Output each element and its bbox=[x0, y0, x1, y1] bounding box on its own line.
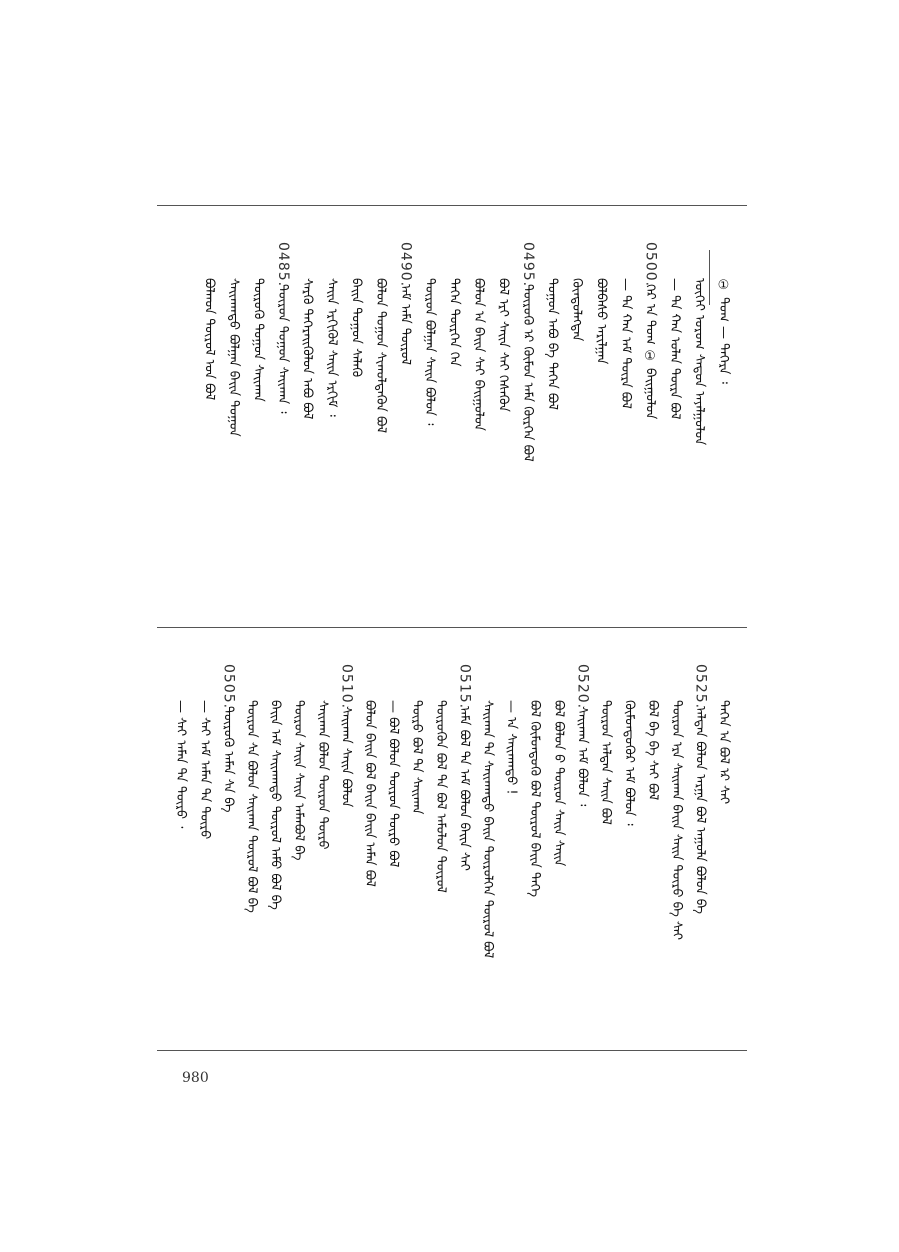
text-column bbox=[692, 662, 714, 1042]
column-text: ᠲᠦᠷᠦᠬᠦᠨ ᠪᠣᠯ ᠲᠡ ᠪᠣᠯ ᠠᠮᠤᠯᠤᠨ ᠲᠦᠷᠦᠯ bbox=[432, 700, 448, 893]
text-column bbox=[480, 662, 502, 1042]
line-number: 0510. bbox=[338, 664, 355, 710]
column-text: ᠲᠦᠷᠦᠨ ᠠᠯᠲᠠᠨ ᠰᠠᠢᠨ ᠪᠣᠯ bbox=[598, 700, 613, 825]
text-column bbox=[456, 662, 478, 1042]
text-column bbox=[668, 662, 691, 1042]
column-text: ᠰᠡᠷᠭᠦ ᠲᠡᠭᠡᠷᠡᠢᠭᠦᠯᠦᠨ ᠠᠪᠤ ᠪᠣᠯ bbox=[299, 278, 315, 420]
column-text: — ᠰᠠᠢ ᠠᠮᠠᠨ ᠲᠡ ᠲᠦᠷᠦ ᠂ bbox=[173, 700, 189, 829]
line-number: 0505. bbox=[220, 664, 237, 710]
column-text: ᠲᠣᠭᠣᠨ ᠠᠪᠤ ᠪᠡ ᠲᠡᠭᠡᠨ ᠪᠣᠯ bbox=[544, 278, 560, 410]
column-text: ᠲᠦᠷᠦ ᠪᠣᠯ ᠲᠡ ᠰᠠᠢᠬᠠᠨ bbox=[409, 700, 425, 815]
text-column bbox=[348, 240, 371, 610]
column-text: ᠪᠣᠯᠣᠨ ᠪᠠᠢᠨ ᠪᠣᠯ ᠪᠠᠢᠨ ᠪᠠᠢᠨ ᠠᠮᠠᠨ ᠪᠣᠯ bbox=[362, 700, 377, 887]
column-text: ᠠᠮ ᠠᠮᠠ ᠲᠦᠷᠦᠯ bbox=[397, 284, 413, 365]
column-text: ᠠᠮᠠ ᠪᠣᠯ ᠲᠡ ᠠᠮ ᠪᠣᠯᠣᠨ ᠪᠠᠢᠨ ᠰᠠᠢ bbox=[456, 706, 472, 871]
text-column bbox=[667, 240, 689, 610]
page-number: 980 bbox=[182, 1070, 209, 1086]
column-text: ᠰᠠᠢᠬᠠᠨ ᠠᠮ ᠪᠣᠯᠣᠨ ᠄ bbox=[574, 706, 590, 807]
column-text: ᠬᠦᠮᠦᠨᠳᠦᠭᠦᠷ ᠠᠮ ᠪᠣᠯᠣᠨ ᠄ bbox=[621, 700, 637, 826]
column-text: ᠦᠭᠡᠢ ᠤᠷᠤᠭ ᠰᠠᠳᠤᠨ ᠠᠶᠠᠯᠭᠤᠯᠤᠨ bbox=[691, 278, 707, 446]
text-column bbox=[527, 662, 549, 1042]
column-text: ᠲᠦᠷᠦᠨ ᠪᠣᠯᠭᠠᠨ ᠰᠠᠢᠨ ᠪᠣᠯᠣᠨ ᠄ bbox=[422, 278, 437, 426]
text-column bbox=[362, 662, 384, 1042]
column-text: ᠪᠣᠯ ᠪᠠ ᠪᠠ ᠰᠠᠢ ᠪᠣᠯ bbox=[645, 700, 661, 801]
text-column bbox=[550, 662, 573, 1042]
upper-text-panel bbox=[157, 240, 747, 610]
text-column bbox=[338, 662, 360, 1042]
text-column bbox=[446, 240, 469, 610]
column-text: ᠲᠦᠷᠦᠬᠦ ᠡᠷ ᠬᠦᠮᠦᠨ ᠠᠮᠠ ᠬᠦᠷᠭᠡᠨ ᠪᠣᠯ bbox=[520, 284, 535, 462]
column-text: ᠪᠠᠢᠨ ᠠᠮ ᠰᠠᠢᠬᠠᠨᠳᠤ ᠲᠦᠷᠦᠯ ᠠᠮᠤ ᠪᠣᠯ ᠪᠠ bbox=[267, 700, 283, 910]
text-column bbox=[314, 662, 337, 1042]
text-column bbox=[220, 662, 242, 1042]
column-text: ᠪᠠᠢᠨ ᠲᠣᠭᠣᠨ ᠰᠡᠯᠡᠭᠦ bbox=[348, 278, 364, 378]
text-column bbox=[409, 662, 431, 1042]
text-column bbox=[598, 662, 620, 1042]
column-text: — ᠲᠡ ᠬᠠᠨ ᠠᠮ ᠲᠦᠷᠡ ᠪᠣᠯ bbox=[618, 278, 633, 409]
text-column bbox=[642, 240, 665, 610]
column-text: ① ᠳᠤᠭ᠋ — ᠳᠡᠭᠡᠷᠡ ᠄ bbox=[716, 278, 731, 384]
text-column bbox=[503, 662, 526, 1042]
text-column bbox=[645, 662, 667, 1042]
text-column bbox=[244, 662, 266, 1042]
column-text: — ᠲᠡ ᠬᠠᠨ ᠣᠯᠠᠨ ᠲᠦᠷᠡ ᠪᠣᠯ bbox=[667, 278, 682, 420]
column-text: ᠪᠣᠯᠣᠨ ᠡᠨ ᠪᠠᠢᠨ ᠰᠠᠢ ᠪᠠᠢᠭᠤᠯᠤᠨ bbox=[471, 278, 486, 431]
text-column bbox=[173, 662, 195, 1042]
column-text: ᠲᠦᠷᠦᠭᠦ ᠲᠣᠭᠣᠨ ᠰᠠᠢᠬᠠᠨ bbox=[250, 278, 266, 402]
bottom-rule bbox=[157, 1050, 747, 1051]
text-column bbox=[569, 240, 591, 610]
text-column bbox=[618, 240, 640, 610]
text-column bbox=[716, 662, 738, 1042]
column-text: ᠬᠦᠨᠳᠦᠯᠡᠭᠳᠡᠨ bbox=[569, 278, 584, 342]
column-text: ᠪᠣᠯ ᠪᠣᠯᠣᠨ ᠪ ᠲᠦᠷᠦᠨ ᠰᠠᠢᠨ ᠰᠠᠢᠨ bbox=[550, 700, 566, 867]
text-column bbox=[385, 662, 408, 1042]
column-text: ᠰᠠᠢᠬᠠᠨᠳᠤ ᠪᠣᠯᠭᠠᠨ ᠪᠠᠢᠨ ᠲᠣᠭᠣᠨ bbox=[226, 278, 241, 437]
text-column bbox=[471, 240, 493, 610]
text-column bbox=[250, 240, 273, 610]
column-text: ᠰᠠᠢᠨ ᠡᠷᠭᠢᠭᠦᠯ ᠰᠠᠢᠨ ᠡᠷᠬᠢᠮ ᠄ bbox=[324, 278, 339, 417]
text-column bbox=[324, 240, 346, 610]
text-column bbox=[495, 240, 518, 610]
text-column bbox=[267, 662, 290, 1042]
text-column bbox=[574, 662, 596, 1042]
column-text: ᠰᠠᠢᠬᠠᠨ ᠪᠣᠯᠣᠨ ᠲᠦᠷᠦᠨ ᠲᠦᠷᠦ bbox=[314, 700, 330, 850]
line-number: 0485. bbox=[275, 242, 291, 288]
text-column bbox=[275, 240, 297, 610]
text-column bbox=[520, 240, 542, 610]
middle-rule bbox=[157, 627, 747, 628]
column-text: ᠲᠦᠷᠦᠨ ᠰᠠ ᠪᠣᠯᠣᠨ ᠰᠠᠢᠬᠠᠨ ᠲᠦᠷᠦᠯ ᠪᠣᠯ ᠪᠠ bbox=[244, 700, 259, 913]
line-number: 0495. bbox=[520, 242, 536, 288]
column-text: ᠲᠡᠭᠡᠨ ᠡᠨ ᠪᠣᠯ ᠡᠷ ᠰᠠᠢ bbox=[716, 700, 731, 805]
column-text: ᠠᠯᠲᠠᠨ ᠪᠣᠯᠣᠨ ᠠᠷᠭᠠ ᠪᠣᠯ ᠠᠭᠤᠯᠠ ᠪᠣᠯᠣᠨ ᠪᠠ bbox=[692, 706, 708, 915]
column-text: ᠲᠦᠷᠦᠨ ᠰᠠᠢᠨ ᠰᠠᠢᠨ ᠠᠮᠠᠨᠪᠣᠯ ᠪᠠ bbox=[291, 700, 307, 861]
column-text: ᠭᠡᠷ ᠡᠨ ᠳᠤᠭ ① ᠪᠠᠢᠭᠤᠯᠤᠨ bbox=[642, 284, 658, 420]
text-column bbox=[544, 240, 567, 610]
text-column bbox=[196, 662, 219, 1042]
text-column bbox=[397, 240, 420, 610]
column-text: — ᠪᠣᠯ ᠪᠣᠯᠣᠨ ᠲᠦᠷᠦᠨ ᠲᠦᠷᠦ ᠪᠣᠯ bbox=[385, 700, 401, 868]
text-column bbox=[291, 662, 313, 1042]
column-text: ᠲᠦᠷᠦᠨ ᠡᠷᠡ ᠰᠠᠢᠬᠠᠨ ᠪᠠᠢᠨ ᠰᠠᠢᠨ ᠲᠦᠷᠦ ᠪᠠ ᠰᠠᠢ bbox=[668, 700, 684, 940]
text-column bbox=[226, 240, 248, 610]
column-text: ᠲᠦᠷᠦᠬᠦ ᠠᠮᠠᠨ ᠰᠠ ᠪᠠ bbox=[220, 706, 236, 813]
lower-text-panel bbox=[157, 662, 747, 1042]
text-column bbox=[432, 662, 455, 1042]
column-text: ᠪᠣᠯᠣᠨ ᠲᠣᠭᠣᠨ ᠰᠢᠬᠤᠯᠳᠡᠭᠦᠨ ᠪᠣᠯ bbox=[373, 278, 388, 434]
line-number: 0500. bbox=[642, 242, 659, 288]
line-number: 0520. bbox=[574, 664, 591, 710]
line-number: 0490. bbox=[397, 242, 414, 288]
text-column bbox=[621, 662, 644, 1042]
column-text: — ᠡᠨ ᠰᠠᠢᠬᠠᠨᠳᠤ ! bbox=[503, 700, 519, 795]
text-column bbox=[299, 240, 322, 610]
column-text: ᠲᠡᠭᠡᠨ ᠲᠦᠷᠭᠡᠨ ᠬᠡᠨ bbox=[446, 278, 462, 367]
text-column bbox=[201, 240, 224, 610]
line-number: 0515. bbox=[456, 664, 473, 710]
column-text: ᠲᠦᠷᠦᠨ ᠲᠣᠭᠣᠨ ᠰᠠᠢᠬᠠᠨ ᠄ bbox=[275, 284, 290, 414]
column-text: ᠪᠣᠯ ᠬᠦᠮᠦᠨᠳᠦᠭᠦ ᠪᠣᠯ ᠲᠦᠷᠦᠯ ᠪᠠᠢᠨ ᠲᠡᠭᠡ bbox=[527, 700, 543, 898]
column-text: ᠪᠣᠯ ᠡᠷᠢ ᠰᠠᠢᠨ ᠰᠠᠢ ᠬᠡᠰᠡᠭᠦᠨ bbox=[495, 278, 511, 412]
text-column bbox=[593, 240, 616, 610]
column-text: ᠪᠣᠯᠪᠠᠰᠤ ᠠᠷᠢᠯᠭᠠᠨ bbox=[593, 278, 609, 365]
text-column bbox=[373, 240, 395, 610]
line-number: 0525. bbox=[692, 664, 709, 710]
column-text: ᠰᠠᠢᠬᠠᠨ ᠰᠠᠢᠨ ᠪᠣᠯᠣᠨ bbox=[338, 706, 354, 808]
column-text: — ᠰᠠᠢ ᠠᠮ ᠠᠮᠠᠨ ᠲᠡ ᠲᠦᠷᠦ bbox=[196, 700, 212, 840]
text-column bbox=[422, 240, 444, 610]
top-rule bbox=[157, 205, 747, 206]
column-text: ᠰᠠᠢᠬᠠᠨ ᠲᠡ ᠰᠠᠢᠬᠠᠨᠳᠤ ᠪᠠᠢᠨ ᠲᠦᠷᠦᠯᠬᠡᠨ ᠲᠦᠷᠦᠯ ᠪᠣᠯ bbox=[480, 700, 495, 959]
text-column bbox=[716, 240, 738, 610]
text-column bbox=[691, 240, 714, 610]
column-text: ᠪᠣᠯᠬᠣᠨ ᠲᠦᠷᠦᠯ ᠤᠨ ᠪᠣᠯ bbox=[201, 278, 217, 401]
